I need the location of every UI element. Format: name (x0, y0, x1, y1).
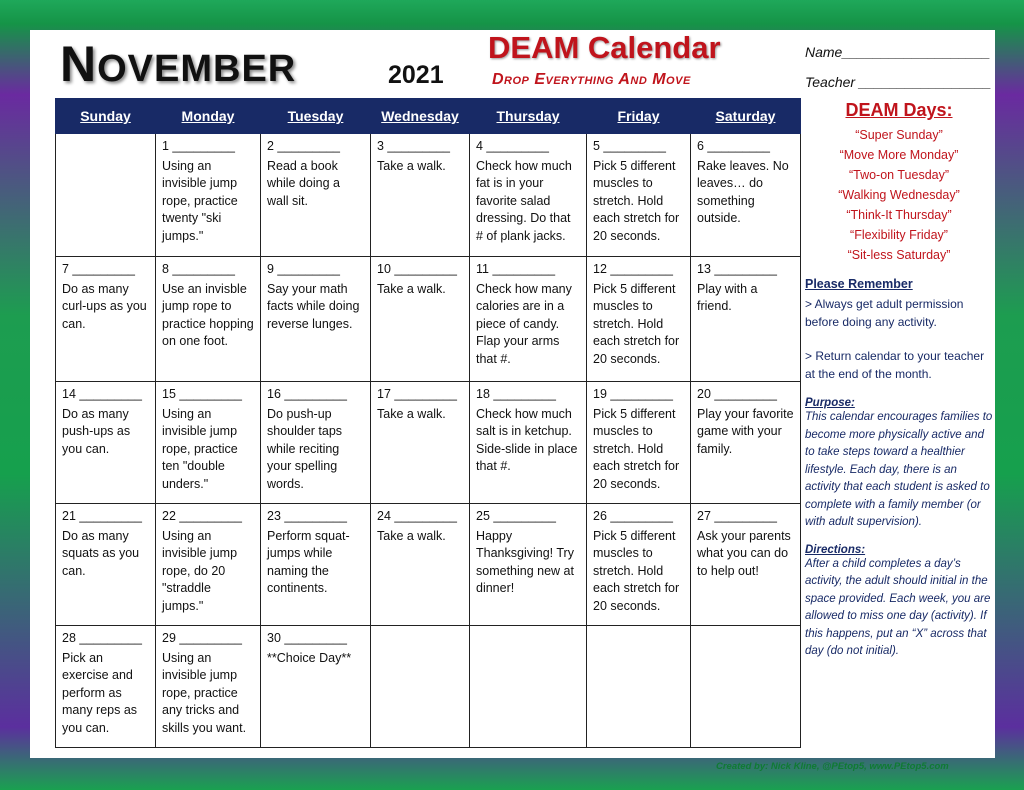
day-number: 2 _________ (267, 139, 340, 153)
day-cell[interactable] (261, 134, 371, 257)
remember-heading: Please Remember (805, 277, 913, 291)
remember-list (805, 295, 993, 383)
teacher-field[interactable]: Teacher _________________ (805, 74, 992, 90)
deam-days-title: DEAM Days: (845, 100, 953, 120)
day-cell[interactable] (371, 257, 470, 382)
weekday-header: Saturday (691, 99, 801, 134)
day-activity: Happy Thanksgiving! Try something new at dinner! (476, 528, 574, 595)
day-cell[interactable] (371, 134, 470, 257)
day-cell[interactable] (587, 626, 691, 748)
month-title (60, 35, 296, 93)
week-row (56, 382, 801, 504)
day-activity: Take a walk. (377, 158, 446, 173)
day-activity: Take a walk. (377, 281, 446, 296)
day-activity: Using an invisible jump rope, do 20 "straddle jumps." (162, 528, 238, 613)
day-number: 22 _________ (162, 509, 242, 523)
day-activity: Ask your parents what you can do to help out! (697, 528, 791, 578)
day-cell[interactable] (470, 134, 587, 257)
day-number: 20 _________ (697, 387, 777, 401)
day-cell[interactable] (587, 134, 691, 257)
day-cell[interactable] (691, 626, 801, 748)
day-number: 25 _________ (476, 509, 556, 523)
day-number: 8 _________ (162, 262, 235, 276)
day-cell[interactable] (470, 504, 587, 626)
day-activity: Check how much salt is in ketchup. Side-slide in place that #. (476, 406, 578, 473)
day-number: 9 _________ (267, 262, 340, 276)
day-number: 14 _________ (62, 387, 142, 401)
sidebar (805, 98, 993, 675)
day-cell[interactable] (261, 382, 371, 504)
day-activity: Pick 5 different muscles to stretch. Hold each stretch for 20 seconds. (593, 406, 680, 491)
day-number: 29 _________ (162, 631, 242, 645)
day-number: 19 _________ (593, 387, 673, 401)
purpose-text: This calendar encourages families to become more physically active and to take steps toward a healthier lifestyle. Each day, there is an activity that each student is asked to complete with a family member (or with adult supervision). (805, 411, 993, 528)
weekday-header: Thursday (470, 99, 587, 134)
deam-day-item: “Super Sunday” (855, 128, 943, 142)
deam-day-item: “Walking Wednesday” (838, 188, 960, 202)
day-number: 27 _________ (697, 509, 777, 523)
day-activity: Read a book while doing a wall sit. (267, 158, 340, 208)
day-cell[interactable] (156, 134, 261, 257)
weekday-header-row (56, 99, 801, 134)
deam-day-item: “Sit-less Saturday” (847, 248, 951, 262)
day-activity: Using an invisible jump rope, practice ten "double unders." (162, 406, 238, 491)
day-cell[interactable] (371, 626, 470, 748)
day-cell[interactable] (691, 134, 801, 257)
weekday-header: Sunday (56, 99, 156, 134)
day-activity: Use an invisble jump rope to practice hopping on one foot. (162, 281, 254, 348)
calendar-page (30, 30, 995, 758)
day-activity: Pick 5 different muscles to stretch. Hold each stretch for 20 seconds. (593, 281, 680, 366)
credit-line: Created by: Nick Kline, @PEtop5, www.PEtop5.com (716, 761, 949, 772)
day-number: 1 _________ (162, 139, 235, 153)
week-row (56, 626, 801, 748)
remember-item: > Return calendar to your teacher at the end of the month. (805, 349, 985, 381)
day-number: 15 _________ (162, 387, 242, 401)
day-cell[interactable] (56, 257, 156, 382)
day-number: 3 _________ (377, 139, 450, 153)
day-number: 4 _________ (476, 139, 549, 153)
day-number: 24 _________ (377, 509, 457, 523)
month-first-letter: N (60, 36, 98, 92)
day-activity: Pick 5 different muscles to stretch. Hold each stretch for 20 seconds. (593, 528, 680, 613)
weekday-header: Tuesday (261, 99, 371, 134)
day-activity: Using an invisible jump rope, practice any tricks and skills you want. (162, 650, 247, 735)
day-activity: Do as many curl-ups as you can. (62, 281, 147, 331)
day-activity: Using an invisible jump rope, practice twenty "ski jumps." (162, 158, 238, 243)
day-activity: Do as many push-ups as you can. (62, 406, 131, 456)
day-activity: Do push-up shoulder taps while reciting your spelling words. (267, 406, 343, 491)
directions-heading: Directions: (805, 543, 866, 556)
deam-subtitle: Drop Everything And Move (492, 71, 691, 88)
day-cell[interactable] (691, 504, 801, 626)
month-rest-letters: OVEMBER (97, 48, 297, 90)
day-cell[interactable] (371, 382, 470, 504)
week-row (56, 257, 801, 382)
day-activity: Take a walk. (377, 406, 446, 421)
day-number: 10 _________ (377, 262, 457, 276)
day-cell[interactable] (261, 504, 371, 626)
day-number: 6 _________ (697, 139, 770, 153)
weekday-header: Friday (587, 99, 691, 134)
deam-day-item: “Two-on Tuesday” (848, 168, 950, 182)
day-number: 18 _________ (476, 387, 556, 401)
name-field[interactable]: Name___________________ (805, 44, 991, 60)
day-cell[interactable] (56, 382, 156, 504)
remember-item: > Always get adult permission before doing any activity. (805, 297, 964, 329)
weekday-header: Monday (156, 99, 261, 134)
day-number: 12 _________ (593, 262, 673, 276)
day-cell[interactable] (371, 504, 470, 626)
day-cell[interactable] (56, 134, 156, 257)
deam-days-list (805, 125, 993, 265)
day-activity: Perform squat-jumps while naming the continents. (267, 528, 350, 595)
deam-day-item: “Think-It Thursday” (846, 208, 952, 222)
day-cell[interactable] (156, 504, 261, 626)
day-cell[interactable] (587, 504, 691, 626)
day-activity: Play with a friend. (697, 281, 758, 313)
directions-text: After a child completes a day’s activity, the adult should initial in the space provided. Each week, you are allowed to miss one day (activity). If this happens, put an “X” across that day (do not initial). (805, 557, 991, 657)
day-cell[interactable] (470, 626, 587, 748)
day-number: 28 _________ (62, 631, 142, 645)
weekday-header: Wednesday (371, 99, 470, 134)
day-cell[interactable] (587, 382, 691, 504)
deam-calendar-title: DEAM Calendar (488, 30, 721, 65)
deam-day-item: “Flexibility Friday” (850, 228, 948, 242)
day-cell[interactable] (156, 382, 261, 504)
calendar-grid (55, 98, 801, 748)
year-label: 2021 (388, 61, 444, 89)
day-cell[interactable] (470, 257, 587, 382)
day-cell[interactable] (470, 382, 587, 504)
day-cell[interactable] (261, 626, 371, 748)
day-activity: Play your favorite game with your family. (697, 406, 794, 456)
day-cell[interactable] (156, 257, 261, 382)
day-activity: **Choice Day** (267, 650, 352, 665)
week-row (56, 134, 801, 257)
day-cell[interactable] (587, 257, 691, 382)
day-number: 5 _________ (593, 139, 666, 153)
day-activity: Pick 5 different muscles to stretch. Hold each stretch for 20 seconds. (593, 158, 680, 243)
day-activity: Take a walk. (377, 528, 446, 543)
day-activity: Do as many squats as you can. (62, 528, 140, 578)
day-cell[interactable] (56, 626, 156, 748)
day-number: 7 _________ (62, 262, 135, 276)
day-cell[interactable] (261, 257, 371, 382)
day-number: 21 _________ (62, 509, 142, 523)
day-cell[interactable] (691, 382, 801, 504)
deam-day-item: “Move More Monday” (839, 148, 959, 162)
purpose-heading: Purpose: (805, 397, 855, 409)
day-activity: Say your math facts while doing reverse lunges. (267, 281, 360, 331)
day-number: 17 _________ (377, 387, 457, 401)
day-number: 30 _________ (267, 631, 347, 645)
week-row (56, 504, 801, 626)
day-cell[interactable] (56, 504, 156, 626)
day-activity: Check how many calories are in a piece of candy. Flap your arms that #. (476, 281, 572, 366)
day-activity: Rake leaves. No leaves… do something outside. (697, 158, 789, 225)
day-number: 23 _________ (267, 509, 347, 523)
day-activity: Check how much fat is in your favorite salad dressing. Do that # of plank jacks. (476, 158, 572, 243)
day-cell[interactable] (691, 257, 801, 382)
day-number: 13 _________ (697, 262, 777, 276)
day-activity: Pick an exercise and perform as many reps as you can. (62, 650, 138, 735)
day-number: 26 _________ (593, 509, 673, 523)
day-cell[interactable] (156, 626, 261, 748)
day-number: 16 _________ (267, 387, 347, 401)
day-number: 11 _________ (476, 262, 556, 276)
